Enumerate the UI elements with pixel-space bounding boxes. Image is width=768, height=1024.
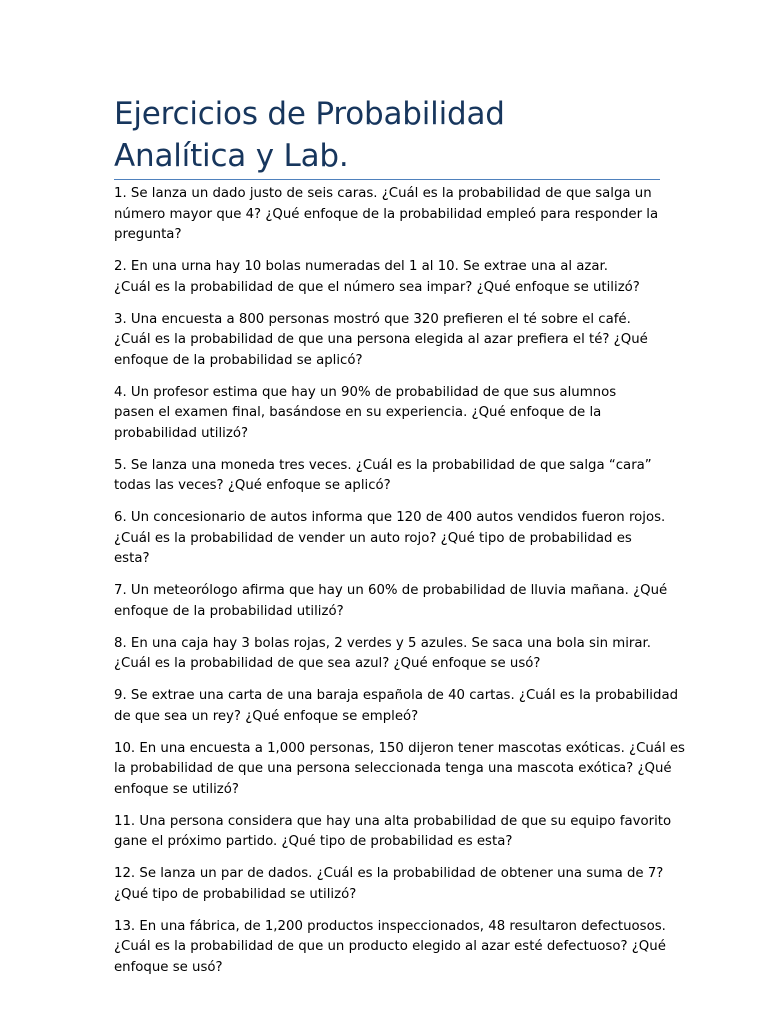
question-line: pasen el examen final, basándose en su experiencia. ¿Qué enfoque de la (114, 405, 602, 420)
question-line: 8. En una caja hay 3 bolas rojas, 2 verdes y 5 azules. Se saca una bola sin mirar. (114, 635, 652, 651)
question-line: esta? (114, 551, 150, 566)
question-line: enfoque se utilizó? (114, 781, 239, 797)
question-item (114, 581, 668, 622)
question-line: 3. Una encuesta a 800 personas mostró que 320 prefieren el té sobre el café. (114, 311, 631, 327)
question-line: 7. Un meteorólogo afirma que hay un 60% de probabilidad de lluvia mañana. ¿Qué (114, 583, 668, 598)
question-item (114, 634, 660, 675)
question-line: ¿Cuál es la probabilidad de que el número sea impar? ¿Qué enfoque se utilizó? (114, 279, 640, 295)
question-line: todas las veces? ¿Qué enfoque se aplicó? (114, 478, 391, 493)
question-line: número mayor que 4? ¿Qué enfoque de la probabilidad empleó para responder la (114, 206, 659, 222)
question-item (114, 917, 666, 979)
question-line: enfoque de la probabilidad utilizó? (114, 603, 344, 619)
question-item (114, 812, 672, 853)
question-line: gane el próximo partido. ¿Qué tipo de probabilidad es esta? (114, 834, 513, 849)
question-line: enfoque se usó? (114, 959, 223, 975)
question-line: ¿Cuál es la probabilidad de que una persona elegida al azar prefiera el té? ¿Qué (114, 332, 648, 347)
question-line: 2. En una urna hay 10 bolas numeradas del 1 al 10. Se extrae una al azar. (114, 259, 609, 274)
question-item (114, 383, 660, 445)
document-page (114, 93, 685, 990)
question-line: 4. Un profesor estima que hay un 90% de probabilidad de que sus alumnos (114, 384, 617, 400)
question-item (114, 184, 660, 246)
question-line: 12. Se lanza un par de dados. ¿Cuál es la probabilidad de obtener una suma de 7? (114, 866, 664, 881)
question-line: enfoque de la probabilidad se aplicó? (114, 352, 363, 368)
question-line: 10. En una encuesta a 1,000 personas, 150 dijeron tener mascotas exóticas. ¿Cuál es (114, 740, 685, 756)
question-item (114, 456, 660, 497)
question-line: 9. Se extrae una carta de una baraja española de 40 cartas. ¿Cuál es la probabilidad (114, 688, 679, 703)
question-line: 1. Se lanza un dado justo de seis caras. ¿Cuál es la probabilidad de que salga un (114, 186, 652, 201)
question-line: pregunta? (114, 227, 182, 242)
question-item (114, 257, 660, 298)
question-line: la probabilidad de que una persona seleccionada tenga una mascota exótica? ¿Qué (114, 761, 672, 776)
question-line: 5. Se lanza una moneda tres veces. ¿Cuál es la probabilidad de que salga “cara” (114, 457, 652, 473)
title-line-2: Analítica y Lab. (114, 138, 349, 174)
question-line: probabilidad utilizó? (114, 425, 249, 441)
question-list (114, 184, 685, 978)
question-line: ¿Cuál es la probabilidad de vender un auto rojo? ¿Qué tipo de probabilidad es (114, 530, 632, 546)
question-item (114, 508, 666, 570)
question-item (114, 686, 679, 727)
question-item (114, 739, 685, 801)
question-item (114, 310, 660, 372)
question-item (114, 864, 664, 905)
question-line: ¿Cuál es la probabilidad de que sea azul? ¿Qué enfoque se usó? (114, 656, 541, 671)
question-line: 13. En una fábrica, de 1,200 productos inspeccionados, 48 resultaron defectuosos. (114, 918, 666, 934)
document-title (114, 93, 660, 180)
question-line: de que sea un rey? ¿Qué enfoque se empleó? (114, 708, 419, 724)
question-line: 6. Un concesionario de autos informa que 120 de 400 autos vendidos fueron rojos. (114, 510, 666, 525)
question-line: ¿Qué tipo de probabilidad se utilizó? (114, 886, 357, 902)
question-line: 11. Una persona considera que hay una alta probabilidad de que su equipo favorito (114, 813, 672, 829)
title-line-1: Ejercicios de Probabilidad (114, 96, 505, 132)
question-line: ¿Cuál es la probabilidad de que un producto elegido al azar esté defectuoso? ¿Qué (114, 939, 666, 954)
